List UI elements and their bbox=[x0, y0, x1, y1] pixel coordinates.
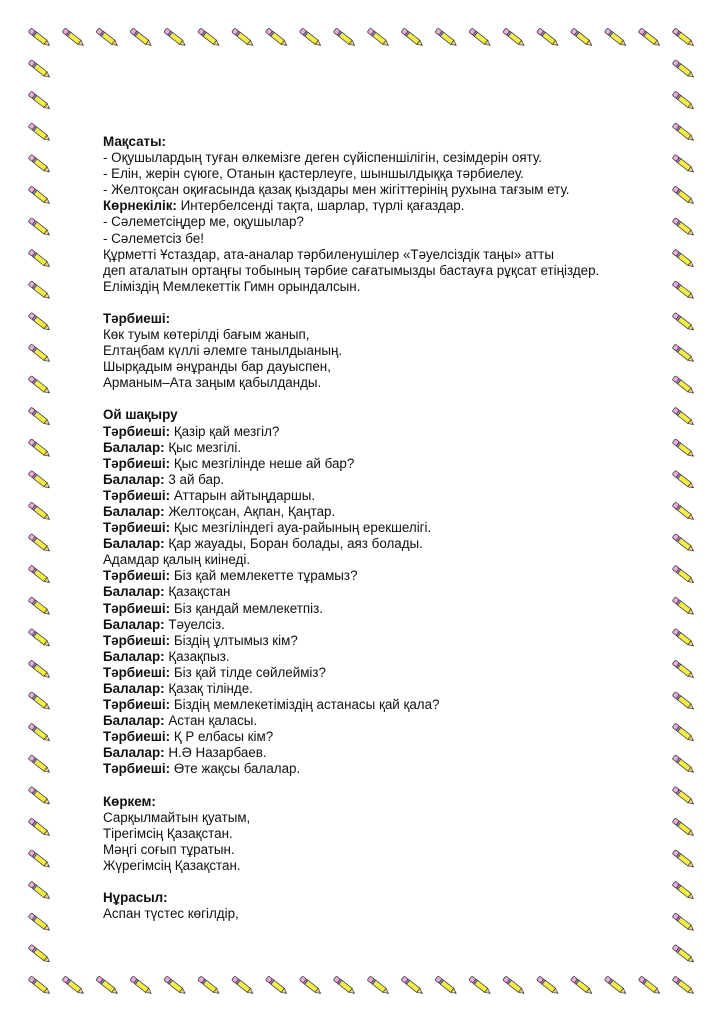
poem-line: Арманым–Ата заңым қабылданды. bbox=[103, 375, 322, 391]
pencil-icon bbox=[62, 976, 85, 996]
speaker-label: Балалар: bbox=[103, 616, 165, 632]
speaker-label: Балалар: bbox=[103, 503, 165, 519]
dialogue-line bbox=[103, 536, 683, 552]
pencil-icon bbox=[28, 786, 51, 806]
pencil-icon bbox=[604, 976, 627, 996]
pencil-icon bbox=[232, 976, 255, 996]
intro-line: Еліміздің Мемлекеттік Гимн орындалсын. bbox=[103, 278, 361, 294]
pencil-icon bbox=[570, 28, 593, 48]
dialogue-line bbox=[103, 617, 683, 633]
speaker-label: Тәрбиеші: bbox=[103, 600, 171, 616]
pencil-icon bbox=[367, 28, 390, 48]
dialogue-text: Қыс мезгілі. bbox=[164, 439, 242, 455]
dialogue-line bbox=[103, 697, 683, 713]
dialogue-line bbox=[103, 456, 683, 472]
dialogue-line bbox=[103, 552, 683, 568]
pencil-icon bbox=[469, 976, 492, 996]
pencil-icon bbox=[503, 976, 526, 996]
aim-line: - Елін, жерін сүюге, Отанын қастерлеуге, шыншылдыққа тәрбиелеу. bbox=[103, 166, 524, 182]
pencil-icon bbox=[435, 976, 458, 996]
pencil-icon bbox=[130, 976, 153, 996]
pencil-icon bbox=[28, 534, 51, 554]
pencil-icon bbox=[672, 944, 695, 964]
dialogue-line bbox=[103, 665, 683, 681]
dialogue-text: Қыс мезгілінде неше ай бар? bbox=[170, 455, 355, 471]
dialogue-line bbox=[103, 504, 683, 520]
pencil-icon bbox=[672, 60, 695, 80]
dialogue-text: Өте жақсы балалар. bbox=[170, 761, 301, 777]
speaker-label: Балалар: bbox=[103, 536, 165, 552]
pencil-icon bbox=[333, 28, 356, 48]
pencil-icon bbox=[28, 913, 51, 933]
dialogue-line bbox=[103, 633, 683, 649]
pencil-icon bbox=[28, 850, 51, 870]
aim-line: - Желтоқсан оқиғасында қазақ қыздары мен жігіттерінің рухына тағзым ету. bbox=[103, 182, 570, 198]
dialogue-line bbox=[103, 440, 683, 456]
dialogue-text: Біздің ұлтымыз кім? bbox=[170, 632, 298, 648]
dialogue-line bbox=[103, 713, 683, 729]
dialogue-text: Қар жауады, Боран болады, аяз болады. bbox=[164, 536, 423, 552]
dialogue-line bbox=[103, 601, 683, 617]
speaker-label: Тәрбиеші: bbox=[103, 697, 171, 713]
speaker-label: Балалар: bbox=[103, 648, 165, 664]
pencil-icon bbox=[672, 976, 695, 996]
intro-line: Құрметті Ұстаздар, ата-аналар тәрбиленушілер «Тәуелсіздік таңы» атты bbox=[103, 246, 554, 262]
dialogue-text: Адамдар қалың киінеді. bbox=[103, 552, 251, 568]
intro-line: - Сәлеметсіз бе! bbox=[103, 230, 204, 246]
aim-line: - Оқушылардың туған өлкемізге деген сүйіспеншілігін, сезімдерін ояту. bbox=[103, 150, 542, 166]
speaker-label: Балалар: bbox=[103, 439, 165, 455]
pencil-icon bbox=[28, 660, 51, 680]
poem-line: Жүрегімсің Қазақстан. bbox=[103, 857, 241, 873]
document-body bbox=[103, 134, 683, 922]
pencil-icon bbox=[28, 944, 51, 964]
visual-aids-line bbox=[103, 198, 683, 214]
pencil-icon bbox=[537, 976, 560, 996]
pencil-icon bbox=[28, 60, 51, 80]
dialogue-text: Қазақпыз. bbox=[164, 648, 230, 664]
dialogue-line bbox=[103, 681, 683, 697]
poem2-title: Көркем: bbox=[103, 793, 156, 809]
speaker-label: Балалар: bbox=[103, 713, 165, 729]
speaker-label: Балалар: bbox=[103, 681, 165, 696]
pencil-icon bbox=[28, 249, 51, 269]
pencil-icon bbox=[28, 818, 51, 838]
visual-aids-text: Интербелсенді тақта, шарлар, түрлі қағаздар. bbox=[176, 198, 465, 214]
poem-line: Елтаңбам күллі әлемге танылдыаның. bbox=[103, 343, 343, 359]
dialogue-text: Біз қандай мемлекетпіз. bbox=[170, 600, 323, 616]
dialogue-text: Аттарын айтыңдаршы. bbox=[170, 487, 316, 503]
pencil-icon bbox=[28, 976, 51, 996]
dialogue-text: Қазақстан bbox=[164, 584, 231, 600]
pencil-icon bbox=[638, 28, 661, 48]
pencil-icon bbox=[604, 28, 627, 48]
intro-line: - Сәлеметсіңдер ме, оқушылар? bbox=[103, 214, 304, 230]
poem-line: Көк туым көтерілді бағым жанып, bbox=[103, 327, 310, 343]
poem-line: Аспан түстес көгілдір, bbox=[103, 906, 239, 922]
dialogue-line bbox=[103, 584, 683, 600]
pencil-icon bbox=[638, 976, 661, 996]
speaker-label: Балалар: bbox=[103, 584, 165, 600]
pencil-icon bbox=[503, 28, 526, 48]
pencil-icon bbox=[164, 28, 187, 48]
poem-line: Шырқадым әнұранды бар дауыспен, bbox=[103, 359, 331, 375]
pencil-icon bbox=[28, 439, 51, 459]
pencil-icon bbox=[28, 407, 51, 427]
dialogue-line bbox=[103, 520, 683, 536]
pencil-icon bbox=[28, 502, 51, 522]
pencil-icon bbox=[28, 755, 51, 775]
pencil-icon bbox=[401, 28, 424, 48]
pencil-icon bbox=[537, 28, 560, 48]
dialogue-text: 3 ай бар. bbox=[164, 471, 225, 487]
dialogue-line bbox=[103, 745, 683, 761]
pencil-icon bbox=[28, 376, 51, 396]
intro-line: деп аталатын ортаңғы тобының тәрбие сағатымызды бастауға рұқсат етіңіздер. bbox=[103, 262, 600, 278]
pencil-icon bbox=[28, 312, 51, 332]
dialogue-text: Біз қай мемлекетте тұрамыз? bbox=[170, 568, 358, 584]
speaker-label: Тәрбиеші: bbox=[103, 423, 171, 439]
pencil-icon bbox=[96, 976, 119, 996]
pencil-icon bbox=[28, 154, 51, 174]
pencil-icon bbox=[28, 628, 51, 648]
pencil-icon bbox=[130, 28, 153, 48]
pencil-icon bbox=[28, 28, 51, 48]
visual-aids-label: Көрнекілік: bbox=[103, 198, 177, 214]
pencil-icon bbox=[435, 28, 458, 48]
pencil-icon bbox=[28, 597, 51, 617]
dialogue-text: Н.Ә Назарбаев. bbox=[164, 745, 267, 761]
pencil-icon bbox=[672, 91, 695, 111]
pencil-icon bbox=[265, 28, 288, 48]
pencil-icon bbox=[299, 976, 322, 996]
dialogue-line bbox=[103, 729, 683, 745]
dialogue-text: Тәуелсіз. bbox=[164, 616, 225, 632]
speaker-label: Тәрбиеші: bbox=[103, 632, 171, 648]
pencil-icon bbox=[232, 28, 255, 48]
pencil-icon bbox=[28, 218, 51, 238]
pencil-icon bbox=[164, 976, 187, 996]
pencil-icon bbox=[28, 881, 51, 901]
dialogue-text: Біздің мемлекетіміздің астанасы қай қала? bbox=[170, 697, 440, 713]
poem-line: Тірегімсің Қазақстан. bbox=[103, 825, 233, 841]
pencil-icon bbox=[28, 344, 51, 364]
pencil-icon bbox=[28, 91, 51, 111]
pencil-icon bbox=[28, 281, 51, 301]
pencil-icon bbox=[96, 28, 119, 48]
pencil-icon bbox=[570, 976, 593, 996]
pencil-icon bbox=[198, 976, 221, 996]
pencil-icon bbox=[28, 692, 51, 712]
aims-title: Мақсаты: bbox=[103, 134, 166, 149]
speaker-label: Тәрбиеші: bbox=[103, 487, 171, 503]
speaker-label: Тәрбиеші: bbox=[103, 455, 171, 471]
pencil-icon bbox=[333, 976, 356, 996]
pencil-icon bbox=[299, 28, 322, 48]
speaker-label: Балалар: bbox=[103, 471, 165, 487]
pencil-icon bbox=[367, 976, 390, 996]
poem-line: Сарқылмайтын қуатым, bbox=[103, 809, 251, 825]
dialogue-text: Қыс мезгіліндегі ауа-райының ерекшелігі. bbox=[170, 520, 432, 536]
section-title: Ой шақыру bbox=[103, 407, 178, 423]
pencil-icon bbox=[28, 186, 51, 206]
dialogue-line bbox=[103, 761, 683, 777]
dialogue-line bbox=[103, 568, 683, 584]
pencil-icon bbox=[469, 28, 492, 48]
pencil-icon bbox=[28, 723, 51, 743]
dialogue-line bbox=[103, 472, 683, 488]
poem-line: Мәңгі соғып тұратын. bbox=[103, 841, 235, 857]
dialogue bbox=[103, 424, 683, 778]
speaker-label: Тәрбиеші: bbox=[103, 568, 171, 584]
speaker-label: Тәрбиеші: bbox=[103, 761, 171, 777]
dialogue-text: Қазақ тілінде. bbox=[164, 681, 253, 696]
poem1-title: Тәрбиеші: bbox=[103, 310, 171, 326]
pencil-icon bbox=[62, 28, 85, 48]
dialogue-text: Қазір қай мезгіл? bbox=[170, 423, 280, 439]
dialogue-text: Желтоқсан, Ақпан, Қаңтар. bbox=[164, 503, 336, 519]
pencil-icon bbox=[198, 28, 221, 48]
pencil-icon bbox=[672, 28, 695, 48]
pencil-icon bbox=[265, 976, 288, 996]
dialogue-text: Біз қай тілде сөйлейміз? bbox=[170, 664, 326, 680]
dialogue-line bbox=[103, 649, 683, 665]
speaker-label: Тәрбиеші: bbox=[103, 664, 171, 680]
speaker-label: Балалар: bbox=[103, 745, 165, 761]
pencil-icon bbox=[28, 123, 51, 143]
pencil-icon bbox=[401, 976, 424, 996]
speaker-label: Тәрбиеші: bbox=[103, 729, 171, 745]
dialogue-text: Қ Р елбасы кім? bbox=[170, 729, 274, 745]
dialogue-line bbox=[103, 488, 683, 504]
dialogue-line bbox=[103, 424, 683, 440]
speaker-label: Тәрбиеші: bbox=[103, 520, 171, 536]
pencil-icon bbox=[28, 565, 51, 585]
poem3-title: Нұрасыл: bbox=[103, 890, 168, 906]
pencil-icon bbox=[28, 470, 51, 490]
dialogue-text: Астан қаласы. bbox=[164, 713, 258, 729]
